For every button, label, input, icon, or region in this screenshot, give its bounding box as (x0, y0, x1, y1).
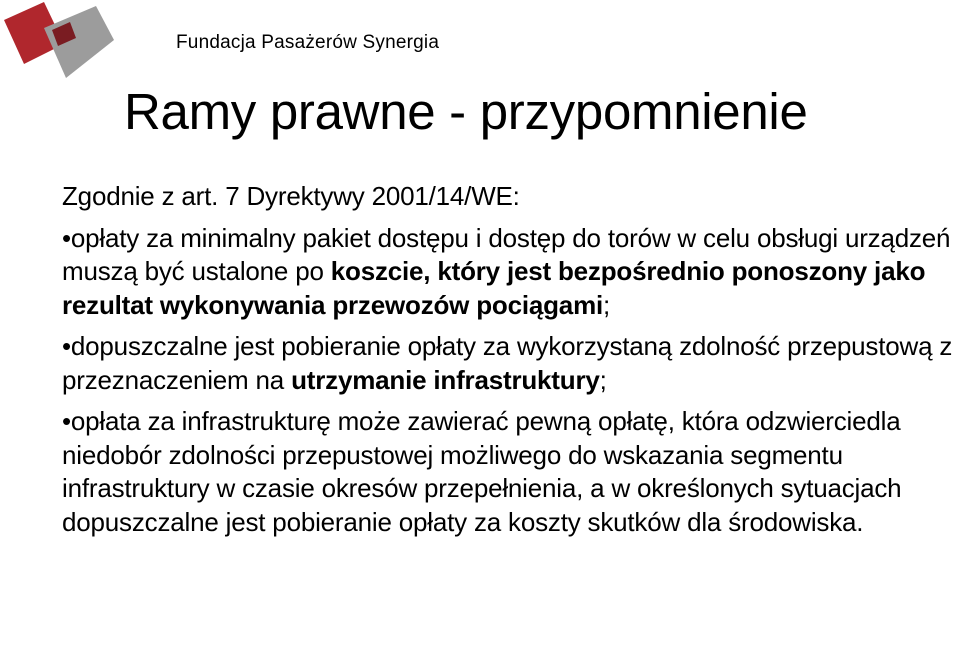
bullet-marker: • (62, 222, 71, 253)
bullet-emphasis: utrzymanie infrastruktury (291, 364, 600, 395)
bullet-text-part: dopuszczalne jest pobieranie opłaty za wykorzystaną zdolność przepustową z przeznaczeniem na (62, 331, 953, 395)
slide-title: Ramy prawne - przypomnienie (124, 83, 808, 140)
intro-text: Zgodnie z art. 7 Dyrektywy 2001/14/WE: (62, 181, 520, 211)
bullet-text-part: ; (599, 364, 607, 395)
organization-name: Fundacja Pasażerów Synergia (176, 32, 440, 53)
bullet-marker: • (62, 331, 71, 361)
slide-content (62, 180, 957, 547)
foundation-logo (0, 0, 118, 80)
bullet-marker: • (62, 406, 71, 436)
bullet-item (62, 330, 957, 397)
bullet-emphasis: koszcie, który jest bezpośrednio ponoszony jako rezultat wykonywania przewozów pociągami (62, 256, 926, 320)
bullet-text-part: ; (603, 289, 611, 320)
bullet-text-part: opłata za infrastrukturę może zawierać pewną opłatę, która odzwierciedla niedobór zdolności przepustowej możliwego do wskazania segmentu infrastruktury w czasie okresów przepełnienia, a w określonych sytuacjach dopuszczalne jest pobieranie opłaty za koszty skutków dla środowiska. (62, 406, 902, 537)
bullet-item (62, 405, 957, 539)
bullet-text-part: opłaty za minimalny pakiet dostępu i dostęp do torów w celu obsługi urządzeń muszą być ustalone po (62, 222, 951, 286)
bullet-item (62, 222, 957, 323)
logo-gray-shape (44, 6, 114, 78)
